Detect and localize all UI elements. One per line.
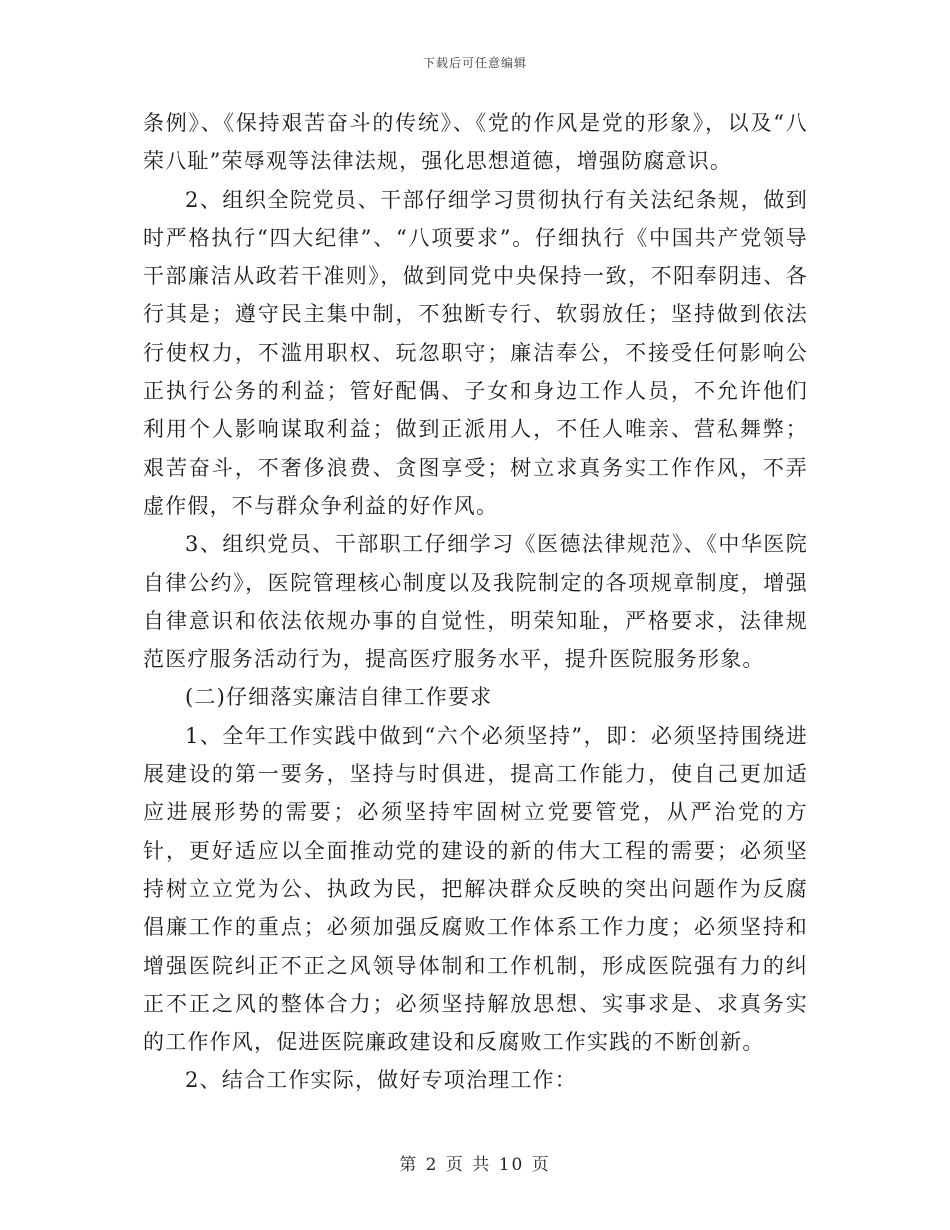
- footer-total-label: 共: [472, 1155, 492, 1175]
- page-footer: [0, 1150, 950, 1175]
- section-heading: (二)仔细落实廉洁自律工作要求: [185, 685, 493, 710]
- paragraph-item-3: 3、组织党员、干部职工仔细学习《医德法律规范》、《中华医院自律公约》，医院管理核心制度以及我院制定的各项规章制度，增强自律意识和依法依规办事的自觉性，明荣知耻，严格要求，法律规范医疗服务活动行为，提高医疗服务水平，提升医院服务形象。: [143, 532, 808, 672]
- page-header-note: 下载后可任意编辑: [422, 56, 527, 70]
- paragraph-continuation: 条例》、《保持艰苦奋斗的传统》、《党的作风是党的形象》，以及“八荣八耻”荣辱观等法律法规，强化思想道德，增强防腐意识。: [143, 111, 808, 174]
- document-body: [143, 104, 808, 1100]
- paragraph-item-2: 2、组织全院党员、干部仔细学习贯彻执行有关法纪条规，做到时严格执行“四大纪律”、“八项要求”。仔细执行《中国共产党领导干部廉洁从政若干准则》，做到同党中央保持一致，不阳奉阴违、各行其是；遵守民主集中制，不独断专行、软弱放任；坚持做到依法行使权力，不滥用职权、玩忽职守；廉洁奉公，不接受任何影响公正执行公务的利益；管好配偶、子女和身边工作人员，不允许他们利用个人影响谋取利益；做到正派用人，不任人唯亲、营私舞弊；艰苦奋斗，不奢侈浪费、贪图享受；树立求真务实工作作风，不弄虚作假，不与群众争利益的好作风。: [143, 187, 808, 518]
- footer-current-page: 2: [425, 1155, 439, 1175]
- footer-page-label: 页: [445, 1155, 465, 1175]
- footer-total-pages: 10: [498, 1155, 525, 1175]
- footer-prefix: 第: [399, 1155, 419, 1175]
- paragraph-item-1: 1、全年工作实践中做到“六个必须坚持”，即：必须坚持围绕进展建设的第一要务，坚持与时俱进，提高工作能力，使自己更加适应进展形势的需要；必须坚持牢固树立党要管党，从严治党的方针，更好适应以全面推动党的建设的新的伟大工程的需要；必须坚持树立立党为公、执政为民，把解决群众反映的突出问题作为反腐倡廉工作的重点；必须加强反腐败工作体系工作力度；必须坚持和增强医院纠正不正之风领导体制和工作机制，形成医院强有力的纠正不正之风的整体合力；必须坚持解放思想、实事求是、求真务实的工作作风，促进医院廉政建设和反腐败工作实践的不断创新。: [143, 723, 808, 1055]
- footer-suffix: 页: [531, 1155, 551, 1175]
- paragraph-item-2b: 2、结合工作实际，做好专项治理工作：: [185, 1068, 577, 1093]
